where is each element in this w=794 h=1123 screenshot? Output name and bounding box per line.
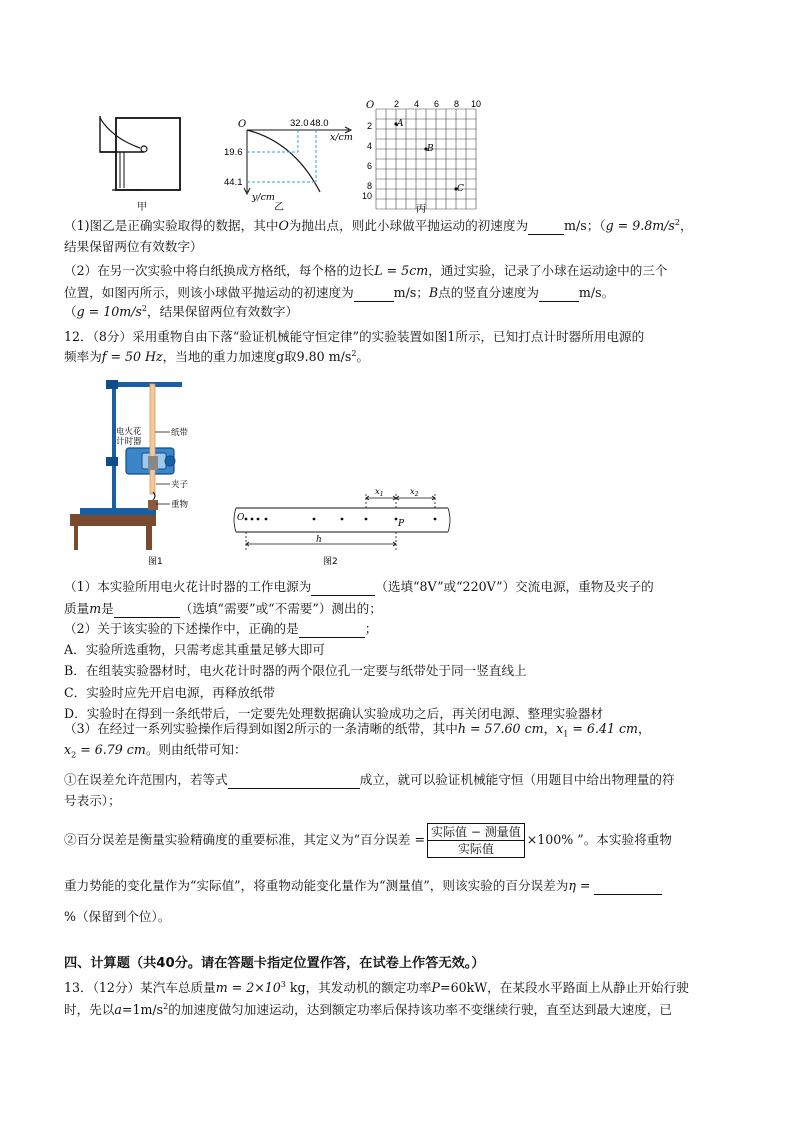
clip-label: 夹子 xyxy=(171,480,189,490)
option-c: C．实验时应先开启电源，再释放纸带 xyxy=(64,685,276,700)
bing-origin: O xyxy=(366,100,375,111)
q12-s1-line1: （1）本实验所用电火花计时器的工作电源为 （选填“8V”或“220V”）交流电源，重物及夹子的 xyxy=(64,579,654,594)
q11-part1-line1: （1)图乙是正确实验取得的数据，其中O为抛出点，则此小球做平抛运动的初速度为 m/s；（$g = 9.8m/s^2$， xyxy=(64,218,693,234)
yi-label: 乙 xyxy=(274,202,284,212)
option-a: A．实验所选重物，只需考虑其重量足够大即可 xyxy=(64,642,325,657)
figure-1-apparatus xyxy=(70,374,210,569)
answer-blank[interactable] xyxy=(311,581,375,596)
q12-s2: （2）关于该实验的下述操作中，正确的是 ； xyxy=(64,621,378,636)
q11-part2-line2: 位置，如图丙所示，则该小球做平抛运动的初速度为 m/s；B点的竖直分速度为 m/s。 xyxy=(64,285,615,300)
q12-header-line2: 频率为f = 50 Hz，当地的重力加速度g取9.80 $m/s^2$。 xyxy=(64,349,370,365)
bing-y-tick: 10 xyxy=(362,191,373,201)
timer-label: 电火花 xyxy=(116,427,142,437)
bing-label: 丙 xyxy=(416,204,426,214)
bing-y-tick: 8 xyxy=(367,181,373,191)
q12-s3-line2: $x_2 = 6.79$ cm。则由纸带可知： xyxy=(64,742,247,760)
q12-s1-line2: 质量m是 （选填“需要”或“不需要”）测出的； xyxy=(64,601,382,616)
answer-blank[interactable] xyxy=(539,287,579,302)
q12-s3-line1: （3）在经过一系列实验操作后得到如图2所示的一条清晰的纸带，其中h = 57.60 cm，$x_1 = 6.41$ cm， xyxy=(64,721,651,739)
tape-label: 纸带 xyxy=(171,428,189,438)
point-b-label: B xyxy=(427,144,434,154)
figure-jia xyxy=(92,112,184,212)
bing-x-tick: 2 xyxy=(394,99,400,109)
figure-2-tape xyxy=(230,486,460,568)
x1-label: $x_1$ xyxy=(375,487,384,498)
point-c-label: C xyxy=(457,184,464,194)
yi-y-axis-label: y/cm xyxy=(252,192,275,203)
q11-part2-line1: （2）在另一次实验中将白纸换成方格纸，每个格的边长L = 5cm，通过实验，记录了小球在运动途中的三个 xyxy=(64,263,668,278)
tape-p-label: P xyxy=(398,519,405,529)
answer-blank[interactable] xyxy=(354,287,394,302)
fig2-caption: 图2 xyxy=(323,557,338,567)
x2-label: $x_2$ xyxy=(410,487,419,498)
yi-x-tick: 32.0 xyxy=(290,118,309,129)
yi-origin: O xyxy=(238,119,247,130)
h-label: h xyxy=(316,535,322,545)
percent-error-fraction: $\frac{\text{实际值 − 测量值}}{\text{实际值}}$ xyxy=(427,823,525,858)
figure-yi xyxy=(214,112,364,212)
yi-y-tick: 19.6 xyxy=(224,147,243,158)
answer-blank[interactable] xyxy=(594,880,662,895)
bing-x-tick: 10 xyxy=(471,99,482,109)
option-d: D．实验时在得到一条纸带后，一定要先处理数据确认实验成功之后，再关闭电源、整理实验器材 xyxy=(64,706,604,721)
yi-y-tick: 44.1 xyxy=(224,177,243,188)
q12-c1-line2: 号表示）； xyxy=(64,793,121,808)
jia-label: 甲 xyxy=(137,202,147,212)
answer-blank[interactable] xyxy=(228,774,360,789)
q12-c2-line3: %（保留到个位）。 xyxy=(64,909,171,924)
point-a-label: A xyxy=(397,119,404,129)
q12-c1-line1: ①在误差允许范围内，若等式 成立，就可以验证机械能守恒（用题目中给出物理量的符 xyxy=(64,772,675,787)
bing-y-tick: 2 xyxy=(367,121,373,131)
q13-line2: 时，先以$a=1m/s^2$的加速度做匀加速运动，达到额定功率后保持该功率不变继续行驶，直至达到最大速度，已 xyxy=(64,1002,672,1018)
yi-x-axis-label: x/cm xyxy=(330,132,353,143)
fig1-caption: 图1 xyxy=(148,557,163,567)
bing-x-tick: 4 xyxy=(414,99,420,109)
bing-y-tick: 4 xyxy=(367,141,373,151)
q12-header-line1: 12．（8分）采用重物自由下落“验证机械能守恒定律”的实验装置如图1所示，已知打点计时器所用电源的 xyxy=(64,329,645,344)
bing-x-tick: 8 xyxy=(454,99,460,109)
section-4-title: 四、计算题（共40分。请在答题卡指定位置作答，在试卷上作答无效。） xyxy=(64,956,485,971)
answer-blank[interactable] xyxy=(299,623,365,638)
yi-x-tick: 48.0 xyxy=(310,118,329,129)
option-b: B．在组装实验器材时，电火花计时器的两个限位孔一定要与纸带处于同一竖直线上 xyxy=(64,663,527,678)
timer-label: 计时器 xyxy=(116,437,142,447)
answer-blank[interactable] xyxy=(114,603,180,618)
tape-o-label: O xyxy=(237,513,245,523)
bing-x-tick: 6 xyxy=(434,99,440,109)
answer-blank[interactable] xyxy=(528,220,564,235)
q12-c2-line2: 重力势能的变化量作为“实际值”，将重物动能变化量作为“测量值”，则该实验的百分误差为η = xyxy=(64,877,662,895)
q11-part2-line3: （$g = 10m/s^2$，结果保留两位有效数字） xyxy=(64,304,299,320)
weight-label: 重物 xyxy=(171,500,189,510)
q11-part1-line2: 结果保留两位有效数字） xyxy=(64,239,203,254)
bing-y-tick: 6 xyxy=(367,161,373,171)
q13-line1: 13．（12分）某汽车总质量$m = 2\times 10^3$ kg，其发动机的额定功率P=60kW，在某段水平路面上从静止开始行驶 xyxy=(64,980,689,996)
figure-bing xyxy=(358,96,488,214)
q12-c2-line1: ②百分误差是衡量实验精确度的重要标准，其定义为“百分误差 = $\frac{\text{实际值 − 测量值}}{\text{实际值}}$ ×100% ”。本实验将重物 xyxy=(64,825,672,856)
